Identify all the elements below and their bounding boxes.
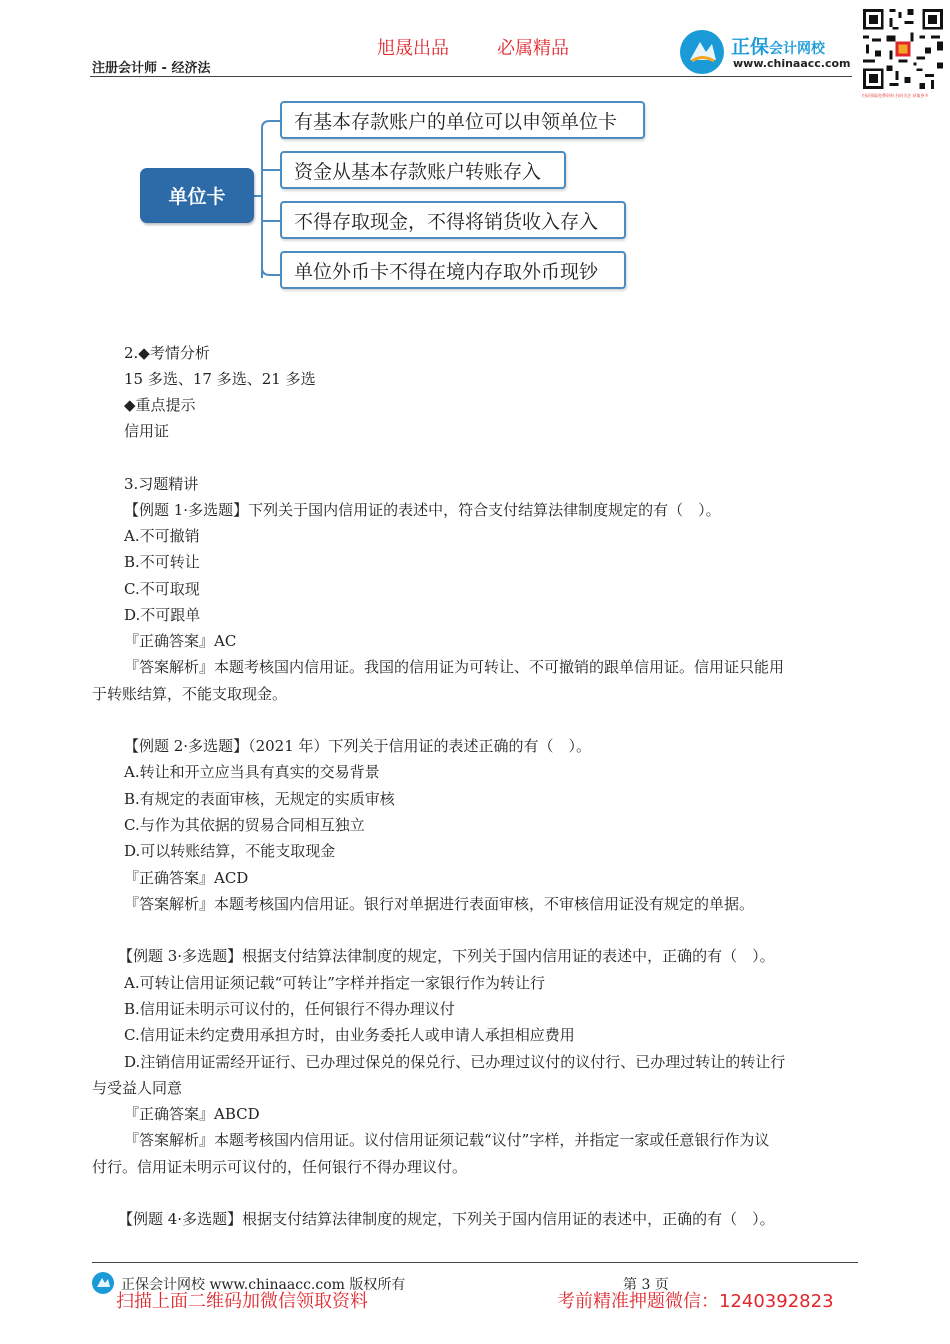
mindmap-root-node: 单位卡	[140, 168, 254, 223]
text-line: 『正确答案』AC	[124, 632, 237, 650]
mindmap-branch-3: 不得存取现金，不得将销货收入存入	[280, 201, 626, 239]
text-line: B.信用证未明示可议付的，任何银行不得办理议付	[124, 1000, 455, 1018]
text-line: 2.◆考情分析	[124, 344, 210, 362]
text-line: D.可以转账结算，不能支取现金	[124, 842, 336, 860]
slogan-left: 旭晟出品	[377, 38, 449, 59]
text-line: 【例题 2·多选题】（2021 年）下列关于信用证的表述正确的有（ ）。	[124, 737, 592, 755]
text-line: 于转账结算，不能支取现金。	[92, 685, 288, 703]
text-line: 付行。信用证未明示可议付的，任何银行不得办理议付。	[92, 1158, 468, 1176]
brand-url: www.chinaacc.com	[733, 57, 851, 70]
text-line: A.不可撤销	[124, 527, 200, 545]
mindmap-branch-4: 单位外币卡不得在境内存取外币现钞	[280, 251, 626, 289]
text-line: ◆重点提示	[124, 396, 196, 414]
text-line: 【例题 1·多选题】下列关于国内信用证的表述中，符合支付结算法律制度规定的有（ ）。	[124, 501, 721, 519]
text-line: 15 多选、17 多选、21 多选	[124, 370, 316, 388]
brand-name: 正保会计网校	[731, 36, 826, 58]
text-line: 【例题 3·多选题】根据支付结算法律制度的规定，下列关于国内信用证的表述中，正确的有（ ）。	[118, 947, 775, 965]
text-line: A.可转让信用证须记载“可转让”字样并指定一家银行作为转让行	[124, 974, 545, 992]
mindmap-branch-1: 有基本存款账户的单位可以申领单位卡	[280, 101, 645, 139]
footer-divider	[92, 1262, 858, 1263]
page-number: 第 3 页	[623, 1277, 669, 1293]
subject-title: 注册会计师 - 经济法	[92, 61, 211, 76]
header-divider	[90, 76, 852, 77]
slogan-right: 必属精品	[497, 38, 569, 59]
text-line: 『答案解析』本题考核国内信用证。银行对单据进行表面审核，不审核信用证没有规定的单据。	[124, 895, 755, 913]
chinaacc-logo-icon	[680, 30, 724, 74]
text-line: D.注销信用证需经开证行、已办理过保兑的保兑行、已办理过议付的议付行、已办理过转让的转让行	[124, 1053, 786, 1071]
footer-copyright: 正保会计网校 www.chinaacc.com 版权所有	[121, 1277, 406, 1293]
text-line: B.不可转让	[124, 553, 200, 571]
footer-logo-icon	[92, 1272, 114, 1294]
text-line: 与受益人同意	[92, 1079, 183, 1097]
text-line: A.转让和开立应当具有真实的交易背景	[124, 763, 380, 781]
qr-code-icon	[860, 6, 946, 92]
text-line: 3.习题精讲	[124, 475, 199, 493]
text-line: C.信用证未约定费用承担方时，由业务委托人或申请人承担相应费用	[124, 1026, 575, 1044]
text-line: 『正确答案』ABCD	[124, 1105, 260, 1123]
text-line: B.有规定的表面审核，无规定的实质审核	[124, 790, 395, 808]
text-line: 信用证	[124, 422, 170, 440]
text-line: C.不可取现	[124, 580, 200, 598]
footer-promo-right: 考前精准押题微信：1240392823	[557, 1291, 834, 1312]
text-line: 『答案解析』本题考核国内信用证。我国的信用证为可转让、不可撤销的跟单信用证。信用证只能用	[124, 658, 785, 676]
text-line: 『答案解析』本题考核国内信用证。议付信用证须记载“议付”字样，并指定一家或任意银行作为议	[124, 1131, 770, 1149]
text-line: 『正确答案』ACD	[124, 869, 249, 887]
qr-caption: 扫码领取免费资料 扫码关注 获取更多	[862, 93, 929, 98]
text-line: C.与作为其依据的贸易合同相互独立	[124, 816, 365, 834]
text-line: D.不可跟单	[124, 606, 201, 624]
text-line: 【例题 4·多选题】根据支付结算法律制度的规定，下列关于国内信用证的表述中，正确的有（ ）。	[118, 1210, 775, 1228]
mindmap-branch-2: 资金从基本存款账户转账存入	[280, 151, 566, 189]
footer-promo-left: 扫描上面二维码加微信领取资料	[116, 1291, 368, 1312]
